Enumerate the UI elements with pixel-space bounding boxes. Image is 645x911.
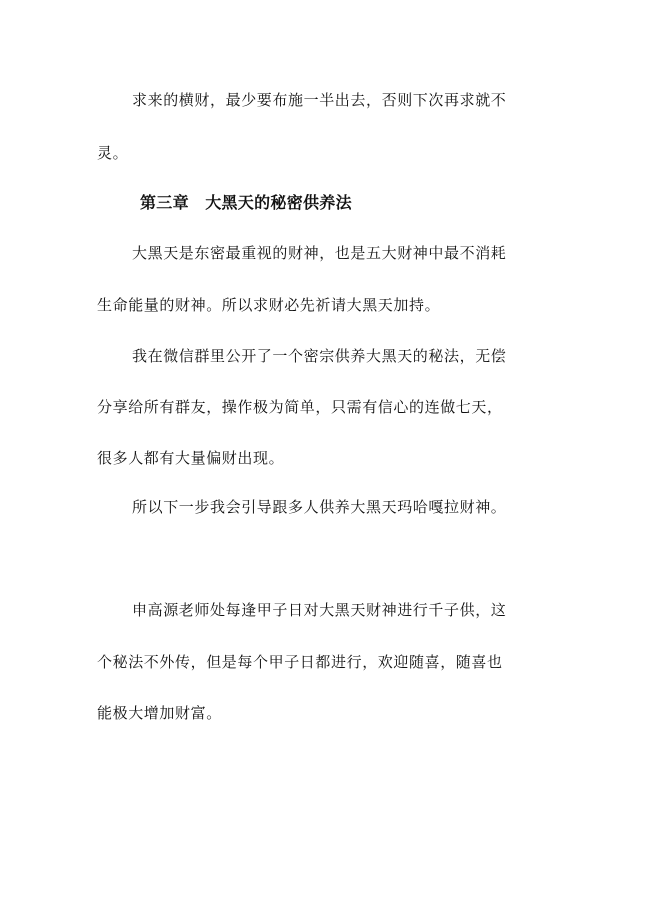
paragraph-3-line-3: 很多人都有大量偏财出现。: [97, 449, 285, 467]
paragraph-2-line-2: 生命能量的财神。所以求财必先祈请大黑天加持。: [97, 296, 441, 314]
paragraph-3-line-2: 分享给所有群友，操作极为简单，只需有信心的连做七天，: [97, 398, 503, 416]
paragraph-4-line-1: 所以下一步我会引导跟多人供养大黑天玛哈嘎拉财神。: [132, 498, 507, 516]
paragraph-3-line-1: 我在微信群里公开了一个密宗供养大黑天的秘法，无偿: [132, 347, 507, 365]
chapter-heading: 第三章 大黑天的秘密供养法: [140, 193, 352, 212]
paragraph-2-line-1: 大黑天是东密最重视的财神，也是五大财神中最不消耗: [132, 244, 507, 262]
paragraph-5-line-3: 能极大增加财富。: [97, 704, 222, 722]
paragraph-1-line-1: 求来的横财，最少要布施一半出去，否则下次再求就不: [132, 91, 507, 109]
paragraph-1-line-2: 灵。: [97, 144, 129, 162]
paragraph-5-line-1: 申高源老师处每逢甲子日对大黑天财神进行千子供，这: [132, 601, 507, 619]
paragraph-5-line-2: 个秘法不外传，但是每个甲子日都进行，欢迎随喜，随喜也: [97, 653, 503, 671]
